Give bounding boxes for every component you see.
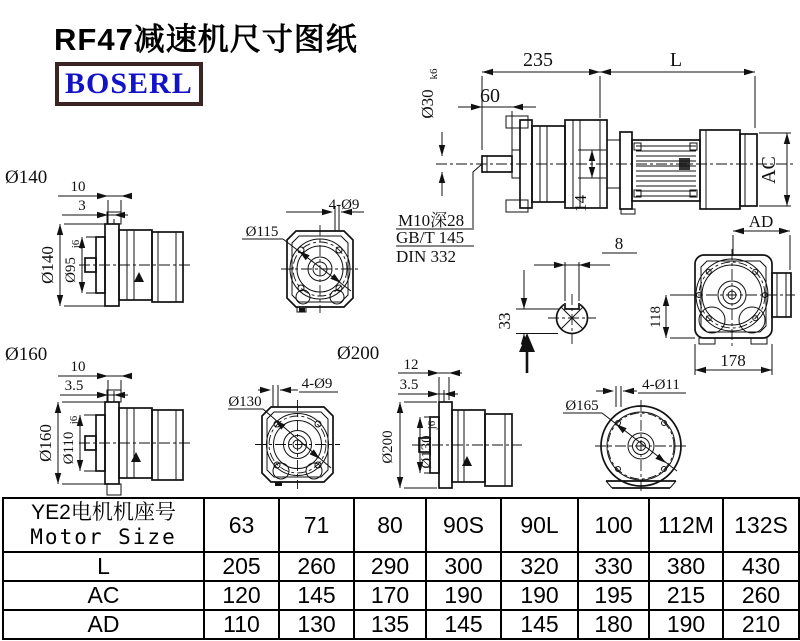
size-col-90s: 90S [426,498,501,552]
shaft-keyway-section [495,234,637,352]
dim-235: 235 [523,49,553,71]
dim-key-height: 33 [495,312,514,330]
dim-key-width: 8 [614,234,624,253]
AC-value: 260 [723,581,799,610]
dim-200-od: Ø200 [380,430,396,464]
page-title: RF47减速机尺寸图纸 [54,22,358,57]
size-col-71: 71 [279,498,354,552]
L-value: 205 [204,552,279,581]
AD-value: 145 [501,610,578,639]
size-col-100: 100 [578,498,649,552]
dim-160-spigot: Ø110 [61,431,77,465]
AD-value: 130 [279,610,354,639]
AD-value: 145 [426,610,501,639]
tap-note-line2: GB/T 145 [396,228,465,247]
dim-200-spigot: Ø130 [419,435,435,469]
L-value: 300 [426,552,501,581]
dim-118: 118 [648,306,664,328]
AC-value: 215 [649,581,723,610]
flange200-bc-label: Ø165 [565,398,599,414]
tap-note-line1: M10深28 [398,211,465,230]
dim-140-10: 10 [70,179,86,195]
flange160-holes-label: 4-Ø9 [301,376,333,392]
dim-140-3: 3 [78,198,86,214]
flange200-label: Ø200 [337,343,380,364]
dim-160-35: 3.5 [64,378,84,394]
main-side-view [396,49,793,270]
flange140-front-view [242,197,364,313]
dim-AC: AC [758,156,780,184]
L-value: 290 [354,552,426,581]
flange200-side-view [337,333,535,488]
flange200-holes-label: 4-Ø11 [642,377,680,393]
flange200-front-view [563,377,687,492]
L-value: 380 [649,552,723,581]
L-value: 320 [501,552,578,581]
dim-140-spigot-fit: j6 [70,239,82,249]
flange140-holes-label: 4-Ø9 [328,197,360,213]
size-col-112m: 112M [649,498,723,552]
dim-200-12: 12 [403,357,419,373]
L-value: 430 [723,552,799,581]
dim-14: 14 [571,195,590,212]
dim-140-od: Ø140 [38,246,57,284]
size-col-90l: 90L [501,498,578,552]
dim-shaft-fit: k6 [428,68,440,80]
flange140-bc-label: Ø115 [245,224,279,240]
flange160-bc-label: Ø130 [228,394,262,410]
dim-200-spigot-fit: j6 [426,420,438,430]
AC-value: 170 [354,581,426,610]
flange160-front-view [228,376,340,489]
L-value: 330 [578,552,649,581]
rear-view [648,249,795,375]
size-col-132s: 132S [723,498,799,552]
AD-value: 110 [204,610,279,639]
row-label-AC: AC [3,581,204,610]
table-header-row [3,498,799,552]
AD-value: 180 [578,610,649,639]
AC-value: 145 [279,581,354,610]
motor-size-header-cn: YE2电机机座号 [31,500,176,524]
dim-AD: AD [748,212,774,231]
flange160-label: Ø160 [5,344,48,365]
L-value: 260 [279,552,354,581]
dim-160-10: 10 [70,359,86,375]
dim-160-spigot-fit: j6 [68,415,80,425]
flange140-label: Ø140 [5,167,48,188]
flange140-side-view [5,167,192,306]
motor-size-header-en: Motor Size [30,525,177,549]
dim-L: L [669,49,683,71]
dim-178: 178 [720,351,746,370]
size-col-80: 80 [354,498,426,552]
table-row-AC [3,581,799,610]
motor-fins [636,146,696,196]
table-row-AD [3,610,799,639]
dim-200-35: 3.5 [399,377,419,393]
motor-size-table [2,497,800,640]
motor-size-header-cell [3,498,204,552]
AC-value: 120 [204,581,279,610]
tap-note-line3: DIN 332 [396,247,456,266]
table-row-L [3,552,799,581]
AC-value: 195 [578,581,649,610]
dim-160-od: Ø160 [36,424,55,462]
dim-60: 60 [480,85,500,107]
dim-140-spigot: Ø95 [63,257,79,283]
AD-value: 210 [723,610,799,639]
dim-shaft-diameter: Ø30 [418,89,437,119]
size-col-63: 63 [204,498,279,552]
AC-value: 190 [426,581,501,610]
row-label-AD: AD [3,610,204,639]
AC-value: 190 [501,581,578,610]
AD-value: 190 [649,610,723,639]
boserl-logo-text: BOSERL [65,67,193,100]
flange160-side-view [5,344,192,495]
row-label-L: L [3,552,204,581]
AD-value: 135 [354,610,426,639]
